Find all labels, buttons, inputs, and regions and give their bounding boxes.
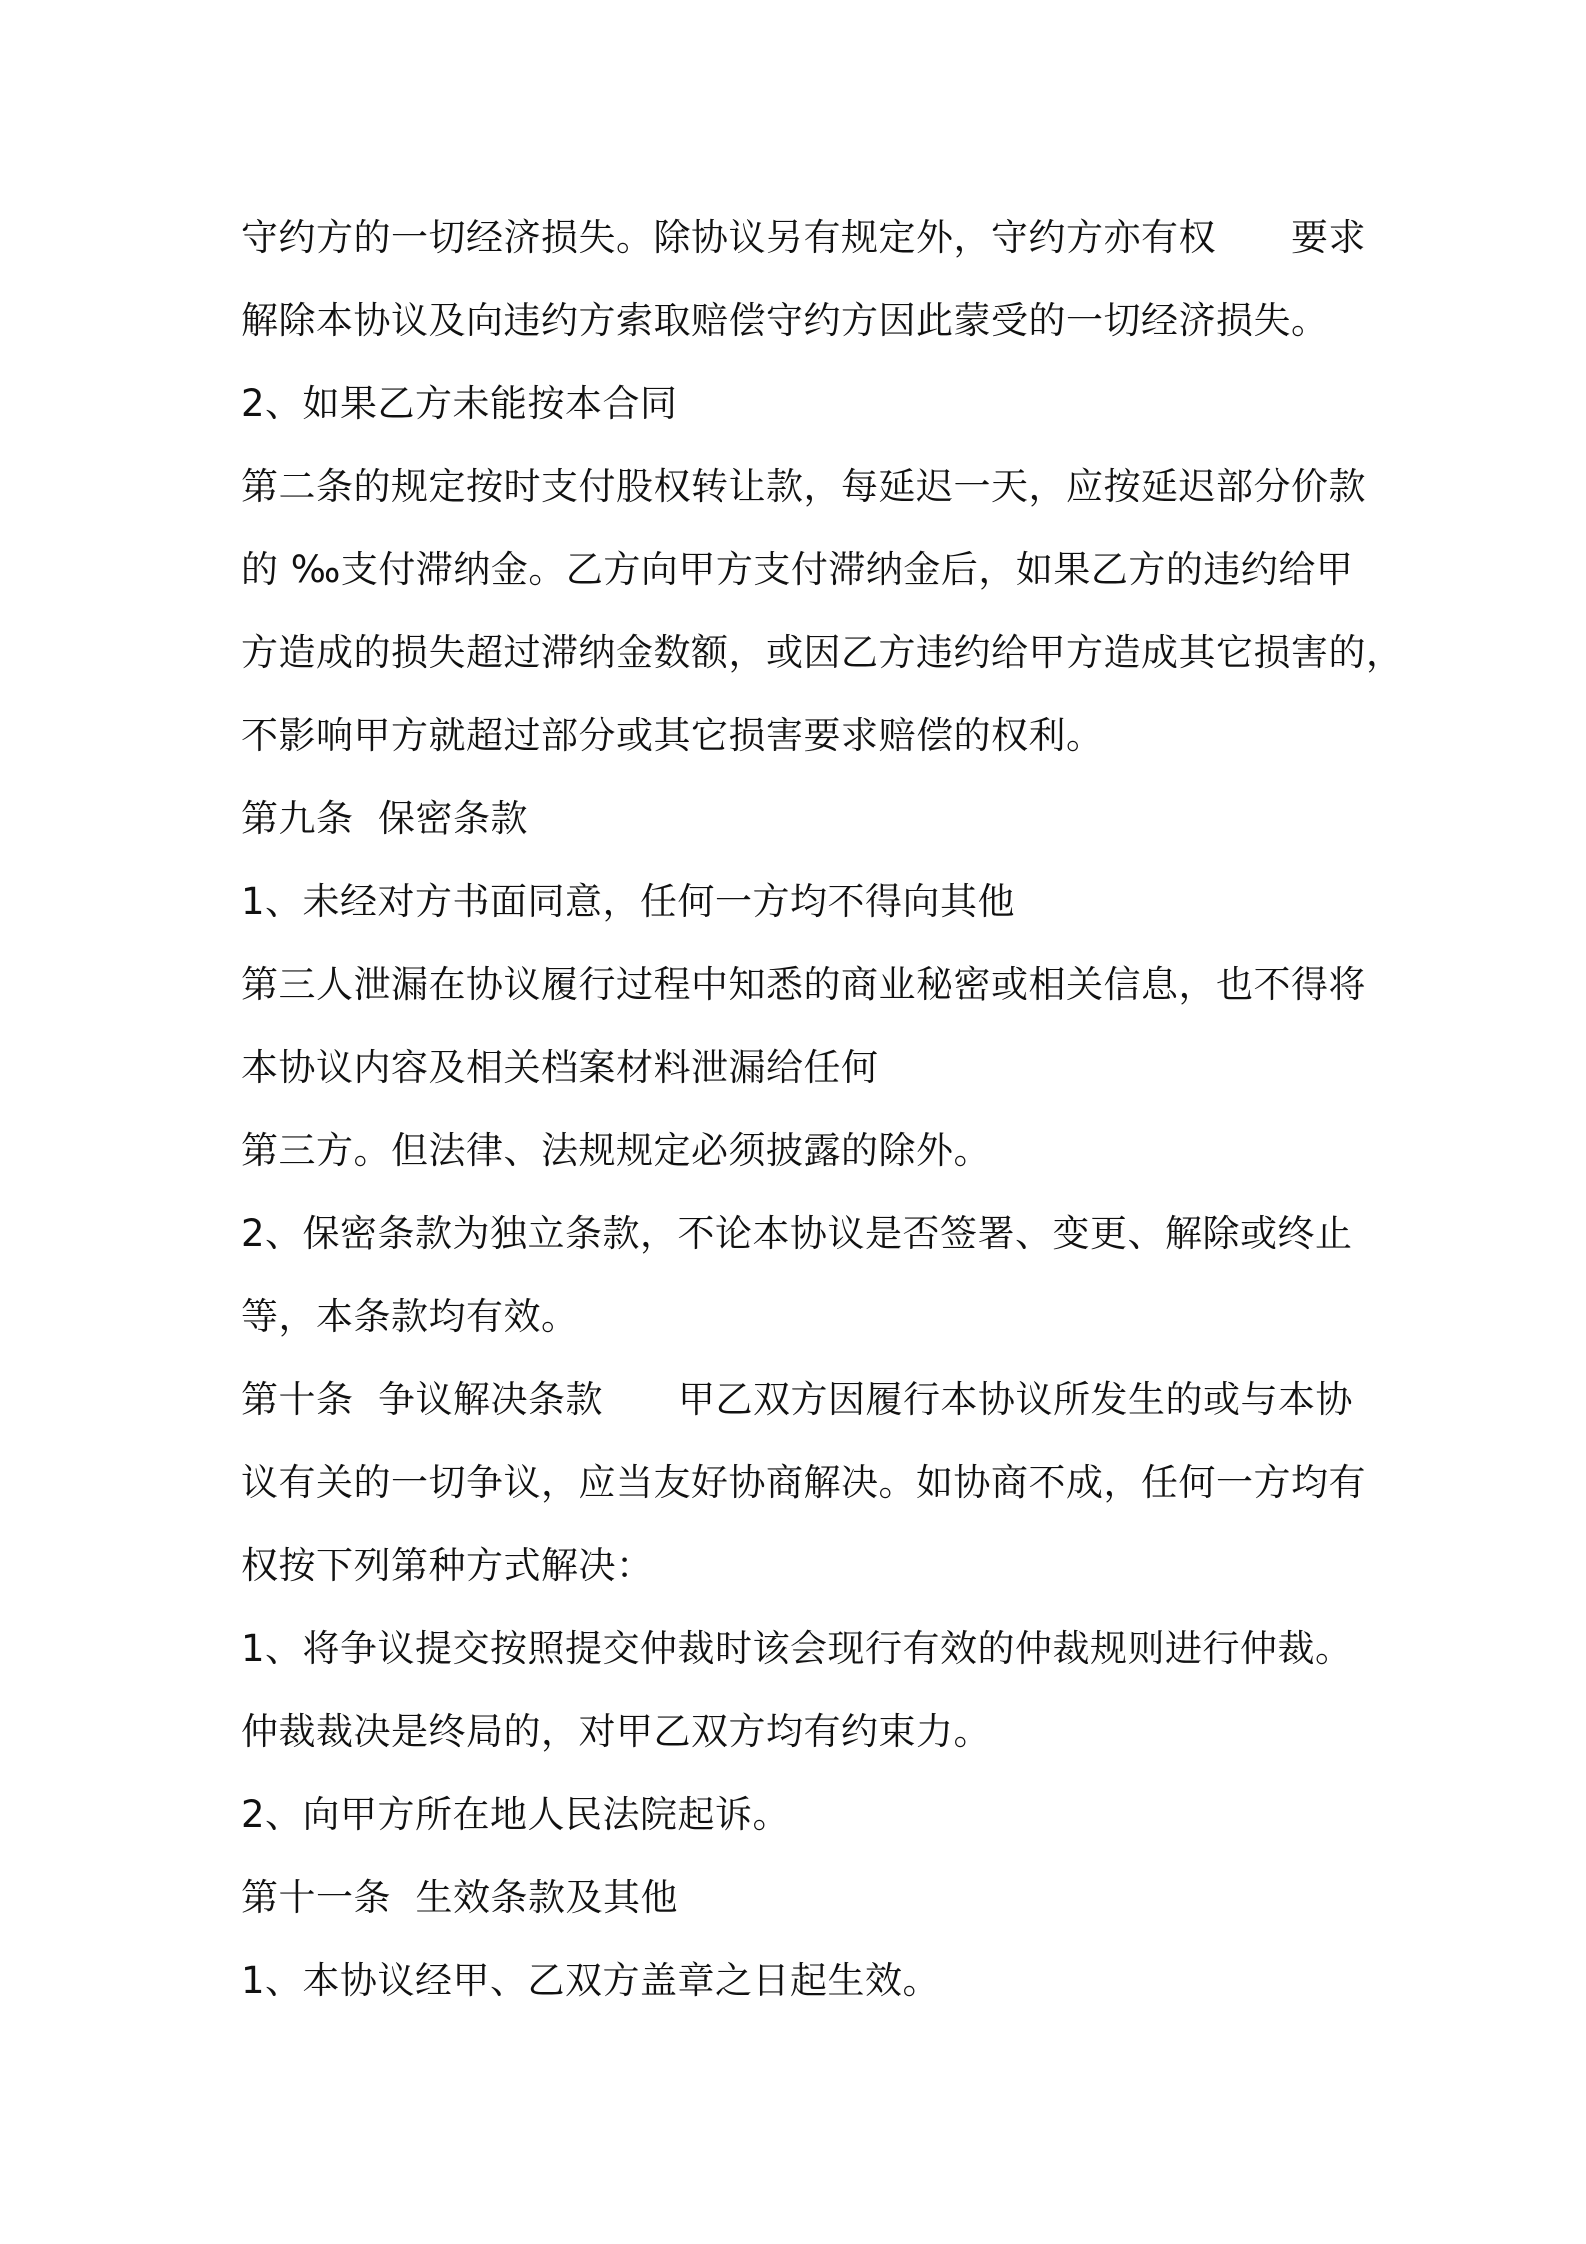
section-heading: 第十条 争议解决条款 甲乙双方因履行本协议所发生的或与本协 xyxy=(241,1378,1354,1421)
section-heading: 第十一条 生效条款及其他 xyxy=(241,1876,679,1919)
text-line: 本协议内容及相关档案材料泄漏给任何 xyxy=(241,1046,879,1089)
text-line: 仲裁裁决是终局的，对甲乙双方均有约束力。 xyxy=(241,1710,991,1753)
text-line: 2、保密条款为独立条款，不论本协议是否签署、变更、解除或终止 xyxy=(241,1212,1353,1255)
text-line: 方造成的损失超过滞纳金数额，或因乙方违约给甲方造成其它损害的， xyxy=(241,631,1404,674)
text-line: 不影响甲方就超过部分或其它损害要求赔偿的权利。 xyxy=(241,714,1104,757)
text-line: 第二条的规定按时支付股权转让款，每延迟一天，应按延迟部分价款 xyxy=(241,465,1366,508)
text-line: 2、如果乙方未能按本合同 xyxy=(241,382,678,425)
text-line: 议有关的一切争议，应当友好协商解决。如协商不成，任何一方均有 xyxy=(241,1461,1366,1504)
text-line: 1、本协议经甲、乙双方盖章之日起生效。 xyxy=(241,1959,941,2002)
text-line: 解除本协议及向违约方索取赔偿守约方因此蒙受的一切经济损失。 xyxy=(241,299,1329,342)
text-line: 等，本条款均有效。 xyxy=(241,1295,579,1338)
text-line: 的 ‰支付滞纳金。乙方向甲方支付滞纳金后，如果乙方的违约给甲 xyxy=(241,548,1354,591)
text-line: 1、未经对方书面同意，任何一方均不得向其他 xyxy=(241,880,1016,923)
text-line: 2、向甲方所在地人民法院起诉。 xyxy=(241,1793,791,1836)
section-heading: 第九条 保密条款 xyxy=(241,797,529,840)
text-line: 守约方的一切经济损失。除协议另有规定外，守约方亦有权 要求 xyxy=(241,216,1366,259)
text-line: 1、将争议提交按照提交仲裁时该会现行有效的仲裁规则进行仲裁。 xyxy=(241,1627,1353,1670)
text-line: 权按下列第种方式解决： xyxy=(241,1544,654,1587)
document-body xyxy=(241,196,1404,2022)
text-line: 第三方。但法律、法规规定必须披露的除外。 xyxy=(241,1129,991,1172)
text-line: 第三人泄漏在协议履行过程中知悉的商业秘密或相关信息，也不得将 xyxy=(241,963,1366,1006)
